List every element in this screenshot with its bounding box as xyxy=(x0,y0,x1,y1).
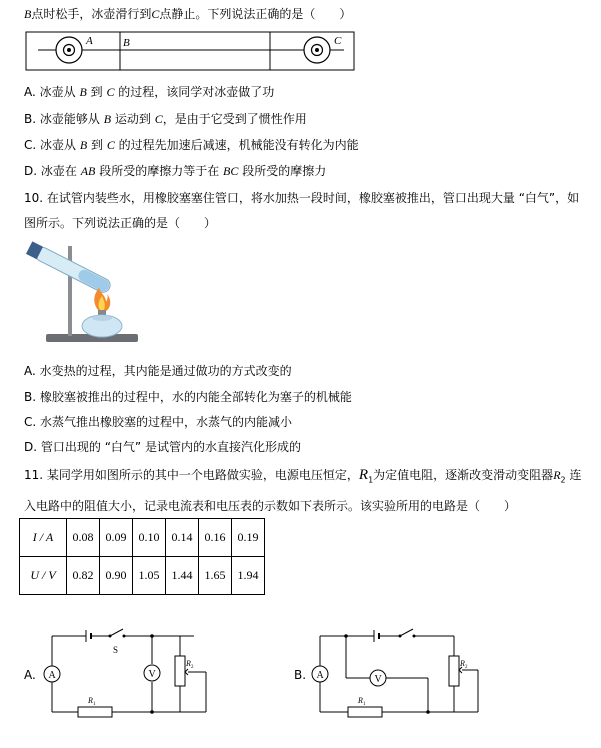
rheostat-r2-icon xyxy=(449,656,459,686)
q11-stem-line2: 入电路中的阻值大小，记录电流表和电压表的示数如下表所示。该实验所用的电路是（ ） xyxy=(24,499,517,513)
option-var: C xyxy=(106,138,115,152)
curling-stone-c-icon xyxy=(304,37,330,63)
q10-option-a[interactable] xyxy=(24,362,292,379)
table-cell: 1.65 xyxy=(199,557,232,595)
table-cell: 0.09 xyxy=(100,519,133,557)
option-text: ，是由于它受到了惯性作用 xyxy=(162,112,307,126)
switch-blade xyxy=(110,629,123,636)
option-text: 运动到 xyxy=(111,112,155,126)
option-letter: B. xyxy=(24,390,37,404)
r2-symbol: R xyxy=(553,468,561,482)
r1-label: R xyxy=(358,696,363,705)
option-text: 段所受的摩擦力 xyxy=(238,164,327,178)
r1-label-sub: 1 xyxy=(93,702,96,707)
q10-stem-line2: 图所示。下列说法正确的是（ ） xyxy=(24,216,217,230)
r2-label-sub: 2 xyxy=(191,665,194,670)
table-cell: 0.08 xyxy=(67,519,100,557)
switch-label: S xyxy=(113,645,119,655)
voltmeter-letter: V xyxy=(148,669,156,680)
option-text: 的过程，该同学对冰壶做了功 xyxy=(114,85,275,99)
r2-label: R xyxy=(460,659,465,668)
r1-symbol: R xyxy=(358,467,369,483)
q9-intro xyxy=(24,5,351,22)
q10-option-c[interactable] xyxy=(24,413,292,430)
option-text: 冰壶从 xyxy=(40,138,80,152)
circuit-a-label[interactable]: A. xyxy=(24,668,36,682)
ammeter-icon xyxy=(44,666,60,682)
q9-intro-text-1: 点时松手，冰壶滑行到 xyxy=(31,7,152,21)
table-cell: 0.10 xyxy=(133,519,166,557)
q10-stem-line1: 10. 在试管内装些水，用橡胶塞塞住管口，将水加热一段时间，橡胶塞被推出，管口出现大量 “白气”，如 xyxy=(24,191,580,205)
circuit-a-diagram xyxy=(38,626,220,720)
table-row xyxy=(20,519,265,557)
option-text: 冰壶在 xyxy=(40,164,81,178)
option-text: 冰壶从 xyxy=(39,85,80,99)
r1-label: R xyxy=(88,696,93,705)
voltmeter-letter: V xyxy=(374,674,382,685)
r1-subscript: 1 xyxy=(368,475,374,485)
fig-label-c: C xyxy=(334,35,342,47)
switch-blade xyxy=(400,629,413,636)
point-b-label: B xyxy=(24,7,32,21)
option-var: B xyxy=(79,138,88,152)
table-cell: 1.05 xyxy=(133,557,166,595)
option-letter: C. xyxy=(24,415,37,429)
option-text: 橡胶塞被推出的过程中，水的内能全部转化为塞子的机械能 xyxy=(39,390,352,404)
curling-stone-a-icon xyxy=(56,37,82,63)
option-text: 到 xyxy=(86,85,107,99)
option-var: AB xyxy=(80,164,96,178)
table-cell: 1.44 xyxy=(166,557,199,595)
test-tube-heating-figure xyxy=(22,238,142,350)
r1-label-sub: 1 xyxy=(363,702,366,707)
option-text: 的过程先加速后减速，机械能没有转化为内能 xyxy=(114,138,359,152)
option-letter: A. xyxy=(24,85,36,99)
point-c-label: C xyxy=(151,7,160,21)
fig-label-a: A xyxy=(86,35,93,47)
q9-option-b[interactable] xyxy=(24,110,307,127)
table-cell: 0.90 xyxy=(100,557,133,595)
ammeter-letter: A xyxy=(48,670,56,681)
option-var: C xyxy=(106,85,115,99)
q9-option-d[interactable] xyxy=(24,162,326,179)
ammeter-icon xyxy=(312,666,328,682)
q11-text-2: 为定值电阻，逐渐改变滑动变阻器 xyxy=(373,468,554,482)
q11-text-3: 连 xyxy=(565,468,582,482)
option-text: 到 xyxy=(87,138,107,152)
table-cell: 0.16 xyxy=(199,519,232,557)
current-voltage-table xyxy=(19,518,265,595)
r2-label: R xyxy=(186,659,191,668)
voltmeter-icon xyxy=(370,670,386,686)
option-letter: A. xyxy=(24,364,36,378)
voltmeter-icon xyxy=(144,665,160,681)
ammeter-letter: A xyxy=(316,670,324,681)
table-row xyxy=(20,557,265,595)
q9-intro-text-2: 点静止。下列说法正确的是（ ） xyxy=(159,7,352,21)
option-text: 水变热的过程，其内能是通过做功的方式改变的 xyxy=(39,364,292,378)
q10-option-b[interactable] xyxy=(24,388,352,405)
table-cell: 0.19 xyxy=(232,519,265,557)
table-cell: 1.94 xyxy=(232,557,265,595)
q10-option-d[interactable] xyxy=(24,438,301,455)
voltage-row-label: U / V xyxy=(20,557,67,595)
option-var: C xyxy=(154,112,163,126)
table-cell: 0.82 xyxy=(67,557,100,595)
r2-label-sub: 2 xyxy=(465,665,468,670)
option-text: 管口出现的 “白气” 是试管内的水直接汽化形成的 xyxy=(40,440,301,454)
option-var: B xyxy=(79,85,87,99)
q9-option-a[interactable] xyxy=(24,83,274,100)
curling-track-figure xyxy=(24,30,357,72)
option-text: 冰壶能够从 xyxy=(39,112,104,126)
option-text: 段所受的摩擦力等于在 xyxy=(95,164,224,178)
option-letter: C. xyxy=(24,138,37,152)
resistor-r1-icon xyxy=(78,707,112,717)
option-var: B xyxy=(103,112,112,126)
circuit-b-diagram xyxy=(306,626,492,720)
q11-stem-line1 xyxy=(24,466,581,484)
option-letter: D. xyxy=(24,440,38,454)
r2-subscript: 2 xyxy=(560,475,566,485)
option-var: BC xyxy=(223,164,239,178)
option-text: 水蒸气推出橡胶塞的过程中，水蒸气的内能减小 xyxy=(40,415,293,429)
current-row-label: I / A xyxy=(20,519,67,557)
resistor-r1-icon xyxy=(348,707,382,717)
fig-label-b: B xyxy=(123,37,130,49)
q11-text-1: 11. 某同学用如图所示的其中一个电路做实验，电源电压恒定， xyxy=(24,468,359,482)
table-cell: 0.14 xyxy=(166,519,199,557)
option-letter: D. xyxy=(24,164,38,178)
circuit-b-label[interactable]: B. xyxy=(294,668,307,682)
option-letter: B. xyxy=(24,112,37,126)
q9-option-c[interactable] xyxy=(24,136,359,153)
rheostat-r2-icon xyxy=(175,656,185,686)
